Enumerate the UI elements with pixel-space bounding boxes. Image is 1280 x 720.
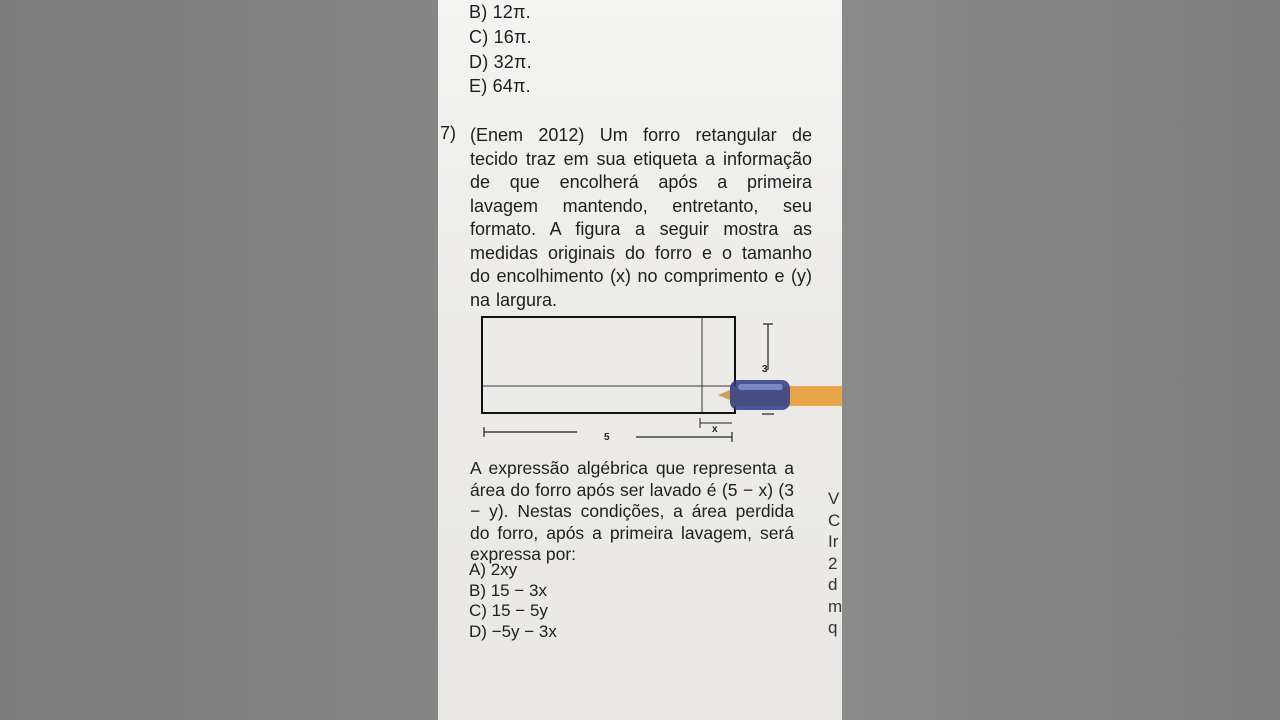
cutoff-fragment: C (828, 510, 841, 530)
previous-option: D) 32π. (469, 52, 532, 72)
cutoff-fragment: 2 (828, 553, 838, 573)
x-label: x (712, 424, 718, 435)
expression-text: A expressão algébrica que representa a área do forro após ser lavado é (5 − x) (3 − y). Nestas condições, a área perdida do forro, após a primeira lavagem, será expressa por: (470, 458, 794, 564)
cutoff-fragment: V (828, 489, 840, 508)
cutoff-right-column (828, 488, 842, 639)
answer-option-d: D) −5y − 3x (469, 621, 557, 641)
cutoff-fragment: Ir (828, 532, 839, 551)
question-number: 7) (440, 123, 457, 143)
answer-option-a: A) 2xy (469, 560, 518, 579)
answer-options (469, 560, 557, 642)
background-right (842, 0, 1280, 720)
cutoff-fragment: d (828, 575, 838, 594)
height-label: 3 (762, 364, 768, 375)
cutoff-fragment: m (828, 596, 842, 616)
previous-option: C) 16π. (469, 27, 532, 47)
pen-image (718, 370, 842, 420)
previous-option: B) 12π. (469, 2, 531, 22)
outer-rectangle (482, 317, 735, 413)
question-text: (Enem 2012) Um forro retangular de tecido traz em sua etiqueta a informação de que encolherá após a primeira lavagem mantendo, entretanto, seu formato. A figura a seguir mostra as medidas originais do forro e o tamanho do encolhimento (x) no comprimento e (y) na largura. (470, 125, 812, 310)
background-left (0, 0, 438, 720)
previous-option: E) 64π. (469, 76, 531, 96)
answer-option-c: C) 15 − 5y (469, 601, 548, 620)
paper-sheet (438, 0, 842, 720)
answer-option-b: B) 15 − 3x (469, 580, 547, 600)
length-label: 5 (604, 432, 610, 443)
cutoff-fragment: q (828, 618, 838, 637)
